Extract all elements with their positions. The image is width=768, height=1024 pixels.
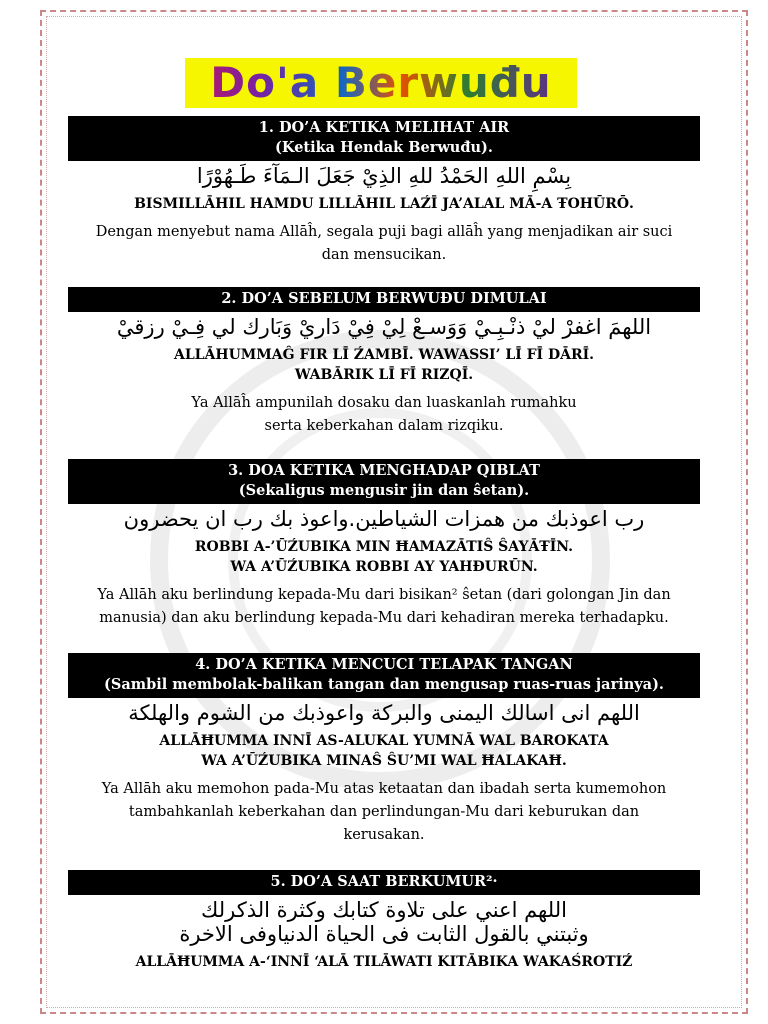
- section-1-arabic: بِسْمِ اللهِ الحَمْدُ للهِ الذِيْ جَعَلَ الـمَآءَ طَـهُوْرًا: [196, 164, 572, 188]
- section-5-latin: ALLĀĦUMMA A-‘INNĪ ‘ALĀ TILĀWATI KITĀBIKA WAKAŚROTIŹ: [135, 954, 633, 970]
- section-1-latin: BISMILLĀHIL HAMDU LILLĀHIL LAŹĪ JA’ALAL MĀ-A ŦOHŪRŌ.: [134, 196, 634, 212]
- section-3-latin: [68, 537, 700, 577]
- section-1-heading: 1. DO’A KETIKA MELIHAT AIR: [258, 119, 510, 136]
- section-2-latin-line: ALLĀHUMMAĜ FIR LĪ ŹAMBĪ. WAWASSI’ LĪ FĪ DĀRĪ.: [173, 347, 595, 363]
- section-3-meaning-line: Ya Allāh aku berlindung kepada-Mu dari bisikan² ŝetan (dari golongan Jin dan: [97, 587, 671, 603]
- section-3-heading: 3. DOA KETIKA MENGHADAP QIBLAT: [228, 462, 540, 479]
- section-3: [68, 459, 700, 630]
- section-4-subheading: (Sambil membolak-balikan tangan dan mengusap ruas-ruas jarinya).: [104, 676, 664, 693]
- section-3-latin-line: ROBBI A-’ŪŹUBIKA MIN ĦAMAZĀTIŜ ŜAYĀŦĪN.: [194, 539, 574, 555]
- section-5-arabic-line: اللهم اعني على تلاوة كتابك وكثرة الذكرلك: [201, 898, 567, 922]
- section-3-arabic: رب اعوذبك من همزات الشياطين.واعوذ بك رب ان يحضرون: [123, 507, 645, 531]
- section-2-latin: [68, 345, 700, 385]
- section-2-arabic: اللهمَ اغفرْ ليْ ذنْـبِـيْ وَوَسـعْ لِيْ فِيْ دَاريْ وَبَارك لي فِـيْ رزقيْ: [116, 315, 652, 339]
- section-3-latin-line: WA A’ŪŹUBIKA ROBBI AY YAHĐURŪN.: [230, 559, 538, 575]
- section-4-latin-line: WA A’ŪŹUBIKA MINAŜ ŜU’MI WAL ĦALAKAĦ.: [201, 753, 567, 769]
- section-2-heading: 2. DO’A SEBELUM BERWUĐU DIMULAI: [221, 290, 547, 307]
- section-1-meaning-line: dan mensucikan.: [321, 247, 447, 263]
- section-5-heading: 5. DO’A SAAT BERKUMUR²·: [270, 873, 498, 890]
- section-3-meaning: [68, 584, 700, 630]
- section-1-meaning: [68, 221, 700, 267]
- section-4-meaning-line: tambahkanlah keberkahan dan perlindungan-Mu dari keburukan dan: [128, 804, 640, 820]
- section-5-header: [68, 870, 700, 895]
- section-2-meaning: [68, 392, 700, 438]
- section-5-arabic-line: وثبتني بالقول الثابت فى الحياة الدنياوفى الاخرة: [179, 922, 589, 946]
- section-4-header: [68, 653, 700, 698]
- section-4-meaning-line: kerusakan.: [343, 827, 425, 843]
- section-4-meaning: [68, 778, 700, 847]
- section-2: [68, 287, 700, 438]
- page-title: Do'a Berwuđu: [185, 58, 577, 108]
- section-4-arabic: اللهم انى اسالك اليمنى والبركة واعوذبك من الشوم والهلكة: [128, 701, 640, 725]
- section-5-arabic: [68, 898, 700, 946]
- section-1: [68, 116, 700, 267]
- section-3-meaning-line: manusia) dan aku berlindung kepada-Mu dari kehadiran mereka terhadapku.: [99, 610, 669, 626]
- section-4-latin-line: ALLĀĦUMMA INNĪ AS-ALUKAL YUMNĀ WAL BAROKATA: [159, 733, 609, 749]
- section-2-header: [68, 287, 700, 312]
- section-3-header: [68, 459, 700, 504]
- section-2-latin-line: WABĀRIK LĪ FĪ RIZQĪ.: [294, 367, 474, 383]
- section-2-meaning-line: Ya Allāĥ ampunilah dosaku dan luaskanlah rumahku: [191, 395, 577, 411]
- section-4-meaning-line: Ya Allāh aku memohon pada-Mu atas ketaatan dan ibadah serta kumemohon: [101, 781, 667, 797]
- section-1-header: [68, 116, 700, 161]
- section-2-meaning-line: serta keberkahan dalam rizqiku.: [264, 418, 504, 434]
- title-banner: [185, 58, 577, 108]
- section-5: [68, 870, 700, 972]
- section-4: [68, 653, 700, 847]
- section-4-latin: [68, 731, 700, 771]
- section-4-heading: 4. DO’A KETIKA MENCUCI TELAPAK TANGAN: [195, 656, 573, 673]
- section-3-subheading: (Sekaligus mengusir jin dan ŝetan).: [238, 482, 530, 499]
- section-1-subheading: (Ketika Hendak Berwuđu).: [275, 139, 493, 156]
- section-1-meaning-line: Dengan menyebut nama Allāĥ, segala puji bagi allāĥ yang menjadikan air suci: [95, 224, 673, 240]
